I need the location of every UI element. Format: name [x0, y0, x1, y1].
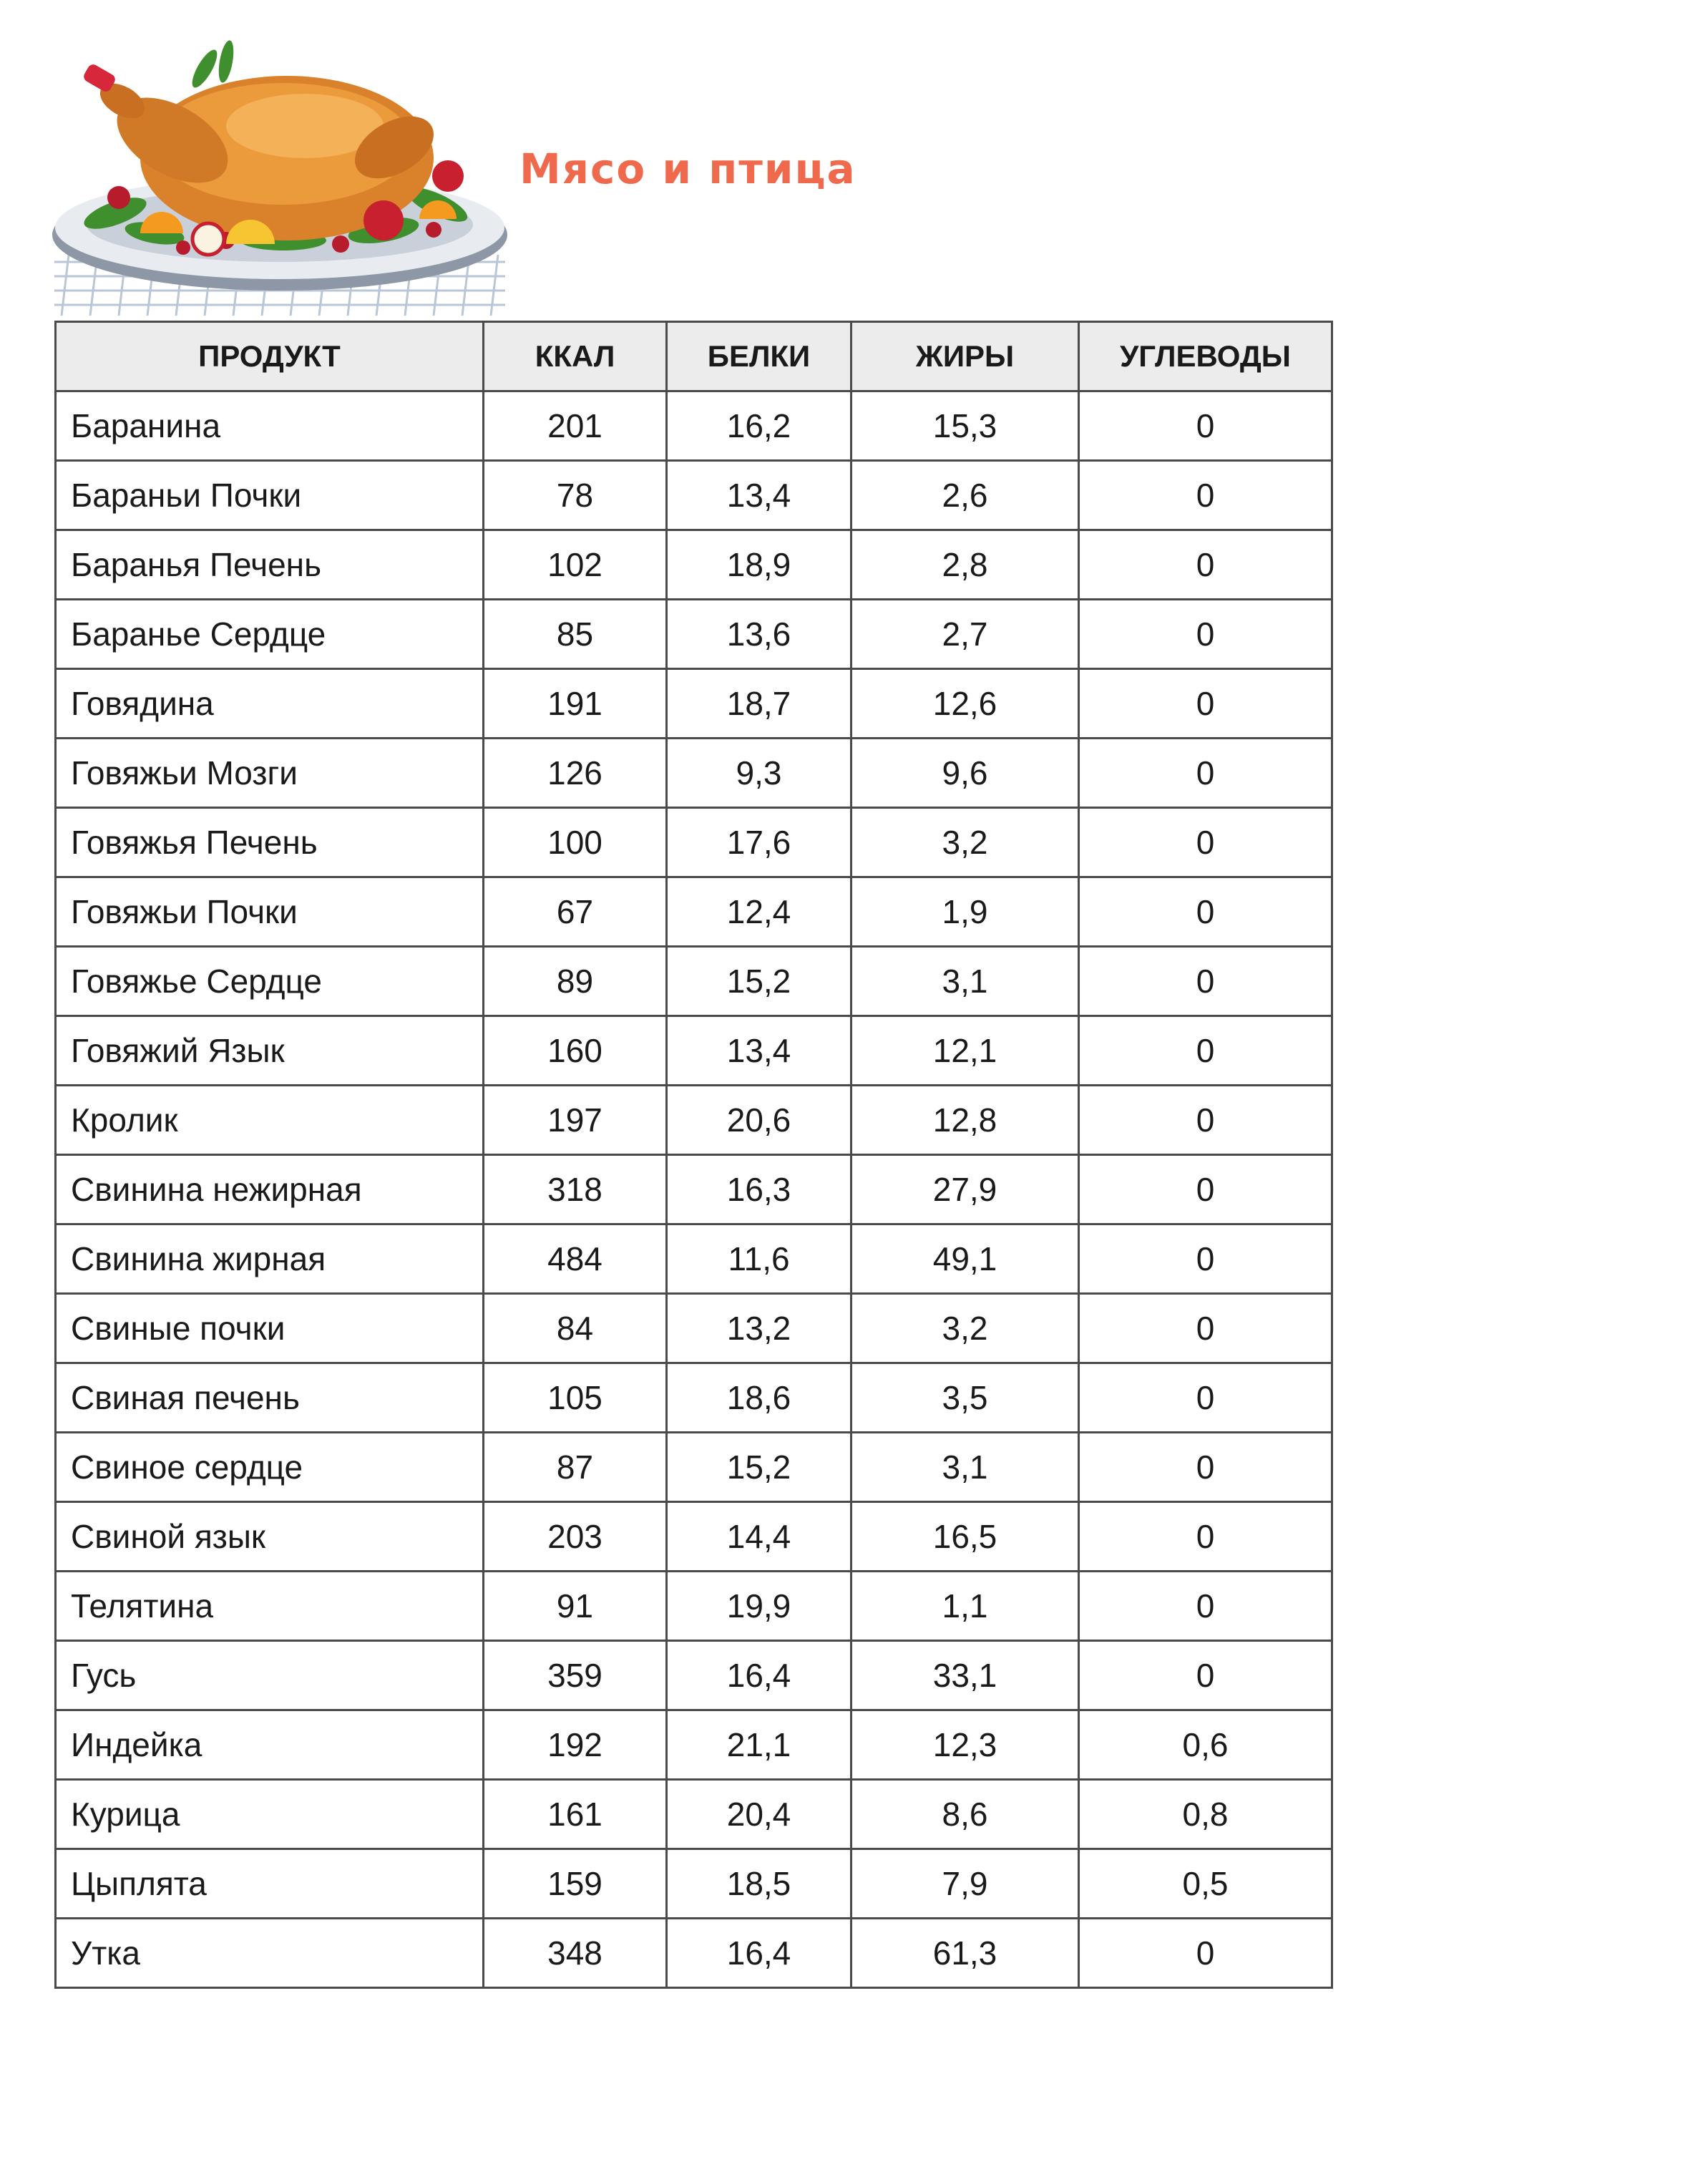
protein-cell: 17,6: [667, 808, 851, 877]
carbs-cell: 0,5: [1079, 1849, 1332, 1919]
fat-cell: 9,6: [851, 739, 1079, 808]
protein-cell: 20,4: [667, 1780, 851, 1849]
fat-cell: 16,5: [851, 1502, 1079, 1572]
carbs-cell: 0: [1079, 808, 1332, 877]
protein-cell: 13,4: [667, 1016, 851, 1086]
product-name-cell: Гусь: [56, 1641, 484, 1710]
table-row: [56, 1641, 1332, 1710]
fat-cell: 12,1: [851, 1016, 1079, 1086]
kcal-cell: 359: [484, 1641, 667, 1710]
protein-cell: 18,5: [667, 1849, 851, 1919]
table-header-row: [56, 322, 1332, 391]
fat-cell: 12,8: [851, 1086, 1079, 1155]
carbs-cell: 0: [1079, 461, 1332, 530]
protein-cell: 18,9: [667, 530, 851, 600]
kcal-cell: 100: [484, 808, 667, 877]
product-name-cell: Баранье Сердце: [56, 600, 484, 669]
kcal-cell: 197: [484, 1086, 667, 1155]
fat-cell: 1,1: [851, 1572, 1079, 1641]
carbs-cell: 0: [1079, 1641, 1332, 1710]
kcal-cell: 201: [484, 391, 667, 461]
protein-cell: 15,2: [667, 1433, 851, 1502]
kcal-cell: 89: [484, 947, 667, 1016]
fat-cell: 1,9: [851, 877, 1079, 947]
page-title: Мясо и птица: [519, 145, 857, 193]
table-row: [56, 1155, 1332, 1224]
fat-cell: 8,6: [851, 1780, 1079, 1849]
roast-chicken-platter-icon: [47, 26, 512, 318]
kcal-cell: 484: [484, 1224, 667, 1294]
product-name-cell: Говяжьи Почки: [56, 877, 484, 947]
protein-cell: 19,9: [667, 1572, 851, 1641]
table-row: [56, 461, 1332, 530]
fat-cell: 2,8: [851, 530, 1079, 600]
product-name-cell: Курица: [56, 1780, 484, 1849]
table-row: [56, 1363, 1332, 1433]
protein-cell: 13,6: [667, 600, 851, 669]
kcal-cell: 192: [484, 1710, 667, 1780]
fat-cell: 2,7: [851, 600, 1079, 669]
product-name-cell: Говяжье Сердце: [56, 947, 484, 1016]
protein-cell: 16,4: [667, 1919, 851, 1988]
kcal-cell: 102: [484, 530, 667, 600]
product-name-cell: Утка: [56, 1919, 484, 1988]
table-row: [56, 739, 1332, 808]
fat-cell: 3,2: [851, 808, 1079, 877]
table-row: [56, 808, 1332, 877]
protein-cell: 18,6: [667, 1363, 851, 1433]
carbs-cell: 0: [1079, 947, 1332, 1016]
protein-cell: 9,3: [667, 739, 851, 808]
kcal-cell: 105: [484, 1363, 667, 1433]
table-row: [56, 600, 1332, 669]
fat-cell: 3,1: [851, 1433, 1079, 1502]
column-header-carbs: УГЛЕВОДЫ: [1079, 322, 1332, 391]
table-row: [56, 1780, 1332, 1849]
kcal-cell: 67: [484, 877, 667, 947]
protein-cell: 12,4: [667, 877, 851, 947]
table-row: [56, 1016, 1332, 1086]
table-row: [56, 1086, 1332, 1155]
carbs-cell: 0: [1079, 1086, 1332, 1155]
fat-cell: 7,9: [851, 1849, 1079, 1919]
carbs-cell: 0: [1079, 1572, 1332, 1641]
carbs-cell: 0,6: [1079, 1710, 1332, 1780]
table-row: [56, 1224, 1332, 1294]
table-row: [56, 669, 1332, 739]
carbs-cell: 0: [1079, 1433, 1332, 1502]
carbs-cell: 0: [1079, 1919, 1332, 1988]
product-name-cell: Свинина жирная: [56, 1224, 484, 1294]
table-row: [56, 1433, 1332, 1502]
product-name-cell: Индейка: [56, 1710, 484, 1780]
product-name-cell: Говядина: [56, 669, 484, 739]
carbs-cell: 0: [1079, 877, 1332, 947]
protein-cell: 16,3: [667, 1155, 851, 1224]
protein-cell: 16,4: [667, 1641, 851, 1710]
fat-cell: 27,9: [851, 1155, 1079, 1224]
protein-cell: 16,2: [667, 391, 851, 461]
fat-cell: 61,3: [851, 1919, 1079, 1988]
kcal-cell: 87: [484, 1433, 667, 1502]
product-name-cell: Говяжий Язык: [56, 1016, 484, 1086]
kcal-cell: 84: [484, 1294, 667, 1363]
carbs-cell: 0: [1079, 739, 1332, 808]
carbs-cell: 0: [1079, 669, 1332, 739]
table-row: [56, 1502, 1332, 1572]
column-header-protein: БЕЛКИ: [667, 322, 851, 391]
fat-cell: 3,2: [851, 1294, 1079, 1363]
kcal-cell: 160: [484, 1016, 667, 1086]
product-name-cell: Телятина: [56, 1572, 484, 1641]
table-body: [56, 391, 1332, 1988]
protein-cell: 21,1: [667, 1710, 851, 1780]
carbs-cell: 0,8: [1079, 1780, 1332, 1849]
carbs-cell: 0: [1079, 600, 1332, 669]
fat-cell: 15,3: [851, 391, 1079, 461]
carbs-cell: 0: [1079, 1294, 1332, 1363]
table-row: [56, 1919, 1332, 1988]
carbs-cell: 0: [1079, 1363, 1332, 1433]
fat-cell: 12,3: [851, 1710, 1079, 1780]
table-row: [56, 391, 1332, 461]
protein-cell: 11,6: [667, 1224, 851, 1294]
product-name-cell: Кролик: [56, 1086, 484, 1155]
product-name-cell: Свиные почки: [56, 1294, 484, 1363]
kcal-cell: 348: [484, 1919, 667, 1988]
kcal-cell: 191: [484, 669, 667, 739]
product-name-cell: Баранья Печень: [56, 530, 484, 600]
carbs-cell: 0: [1079, 530, 1332, 600]
product-name-cell: Говяжьи Мозги: [56, 739, 484, 808]
column-header-fat: ЖИРЫ: [851, 322, 1079, 391]
product-name-cell: Свинина нежирная: [56, 1155, 484, 1224]
kcal-cell: 85: [484, 600, 667, 669]
table-row: [56, 530, 1332, 600]
fat-cell: 3,5: [851, 1363, 1079, 1433]
protein-cell: 20,6: [667, 1086, 851, 1155]
product-name-cell: Бараньи Почки: [56, 461, 484, 530]
protein-cell: 18,7: [667, 669, 851, 739]
protein-cell: 13,2: [667, 1294, 851, 1363]
kcal-cell: 318: [484, 1155, 667, 1224]
table-row: [56, 947, 1332, 1016]
table-row: [56, 877, 1332, 947]
carbs-cell: 0: [1079, 391, 1332, 461]
product-name-cell: Свиное сердце: [56, 1433, 484, 1502]
column-header-kcal: ККАЛ: [484, 322, 667, 391]
product-name-cell: Говяжья Печень: [56, 808, 484, 877]
carbs-cell: 0: [1079, 1016, 1332, 1086]
table-row: [56, 1849, 1332, 1919]
product-name-cell: Свиная печень: [56, 1363, 484, 1433]
column-header-product: ПРОДУКТ: [56, 322, 484, 391]
kcal-cell: 159: [484, 1849, 667, 1919]
product-name-cell: Цыплята: [56, 1849, 484, 1919]
carbs-cell: 0: [1079, 1502, 1332, 1572]
product-name-cell: Баранина: [56, 391, 484, 461]
table-row: [56, 1572, 1332, 1641]
kcal-cell: 203: [484, 1502, 667, 1572]
fat-cell: 49,1: [851, 1224, 1079, 1294]
kcal-cell: 126: [484, 739, 667, 808]
nutrition-table: [54, 321, 1333, 1989]
protein-cell: 15,2: [667, 947, 851, 1016]
fat-cell: 2,6: [851, 461, 1079, 530]
product-name-cell: Свиной язык: [56, 1502, 484, 1572]
carbs-cell: 0: [1079, 1155, 1332, 1224]
fat-cell: 3,1: [851, 947, 1079, 1016]
protein-cell: 14,4: [667, 1502, 851, 1572]
fat-cell: 33,1: [851, 1641, 1079, 1710]
table-row: [56, 1710, 1332, 1780]
fat-cell: 12,6: [851, 669, 1079, 739]
kcal-cell: 161: [484, 1780, 667, 1849]
protein-cell: 13,4: [667, 461, 851, 530]
carbs-cell: 0: [1079, 1224, 1332, 1294]
kcal-cell: 91: [484, 1572, 667, 1641]
kcal-cell: 78: [484, 461, 667, 530]
table-row: [56, 1294, 1332, 1363]
